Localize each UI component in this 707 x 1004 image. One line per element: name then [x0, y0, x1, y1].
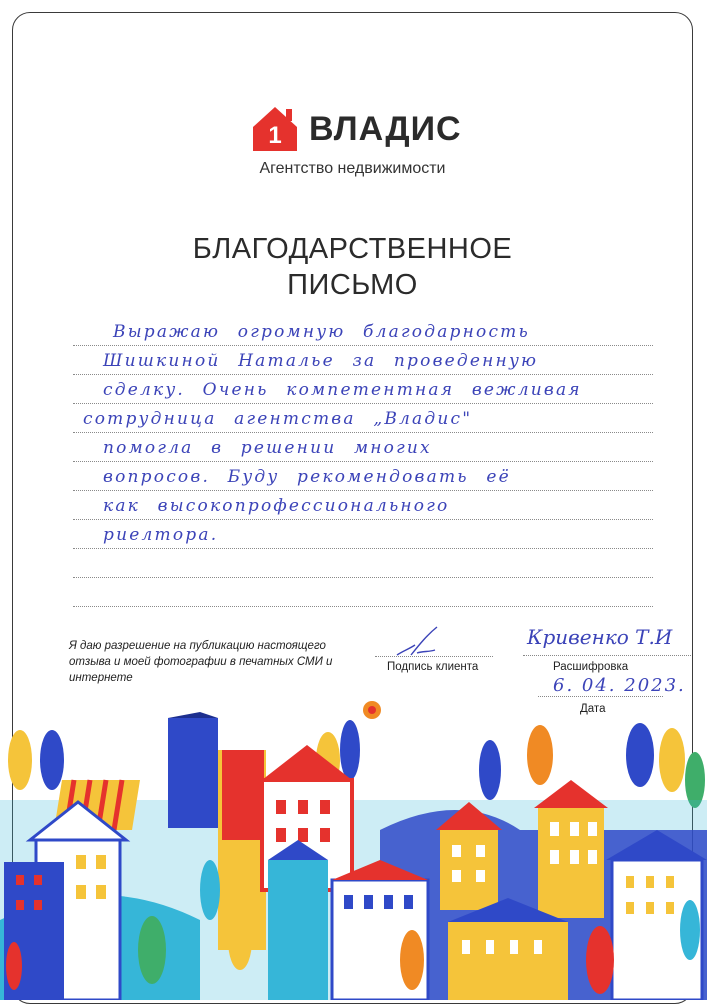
rule-line: [73, 577, 653, 578]
date-label: Дата: [580, 703, 606, 715]
message-line: сотрудница агентства „Владис": [83, 409, 473, 429]
handwritten-message: [83, 318, 663, 550]
decode-line: [523, 655, 693, 656]
house-key-icon: [251, 105, 299, 153]
title-line-2: ПИСЬМО: [287, 269, 418, 301]
rule-line: [73, 606, 653, 607]
brand-tagline: Агентство недвижимости: [259, 160, 446, 177]
brand-name: ВЛАДИС: [309, 110, 462, 148]
document-title: [13, 231, 692, 303]
message-line: риелтора.: [103, 525, 219, 545]
message-line: вопросов. Буду рекомендовать её: [103, 467, 511, 487]
signature-label: Подпись клиента: [387, 661, 479, 673]
message-line: как высокопрофессионального: [103, 496, 450, 516]
svg-text:1: 1: [268, 122, 282, 149]
signature-line: [375, 656, 493, 657]
title-line-1: БЛАГОДАРСТВЕННОЕ: [192, 233, 513, 265]
city-illustration: [0, 690, 707, 1000]
decode-label: Расшифровка: [553, 661, 629, 673]
message-line: Шишкиной Наталье за проведенную: [103, 351, 539, 371]
date-value: 6. 04. 2023.: [553, 675, 686, 696]
message-line: помогла в решении многих: [103, 438, 432, 458]
signature-decode-value: Кривенко Т.И: [527, 625, 673, 649]
message-line: сделку. Очень компетентная вежливая: [103, 380, 582, 400]
publication-consent: Я даю разрешение на публикацию настоящего отзыва и моей фотографии в печатных СМИ и интернете: [69, 640, 333, 684]
message-line: Выражаю огромную благодарность: [113, 322, 530, 342]
brand-logo: [251, 105, 491, 153]
